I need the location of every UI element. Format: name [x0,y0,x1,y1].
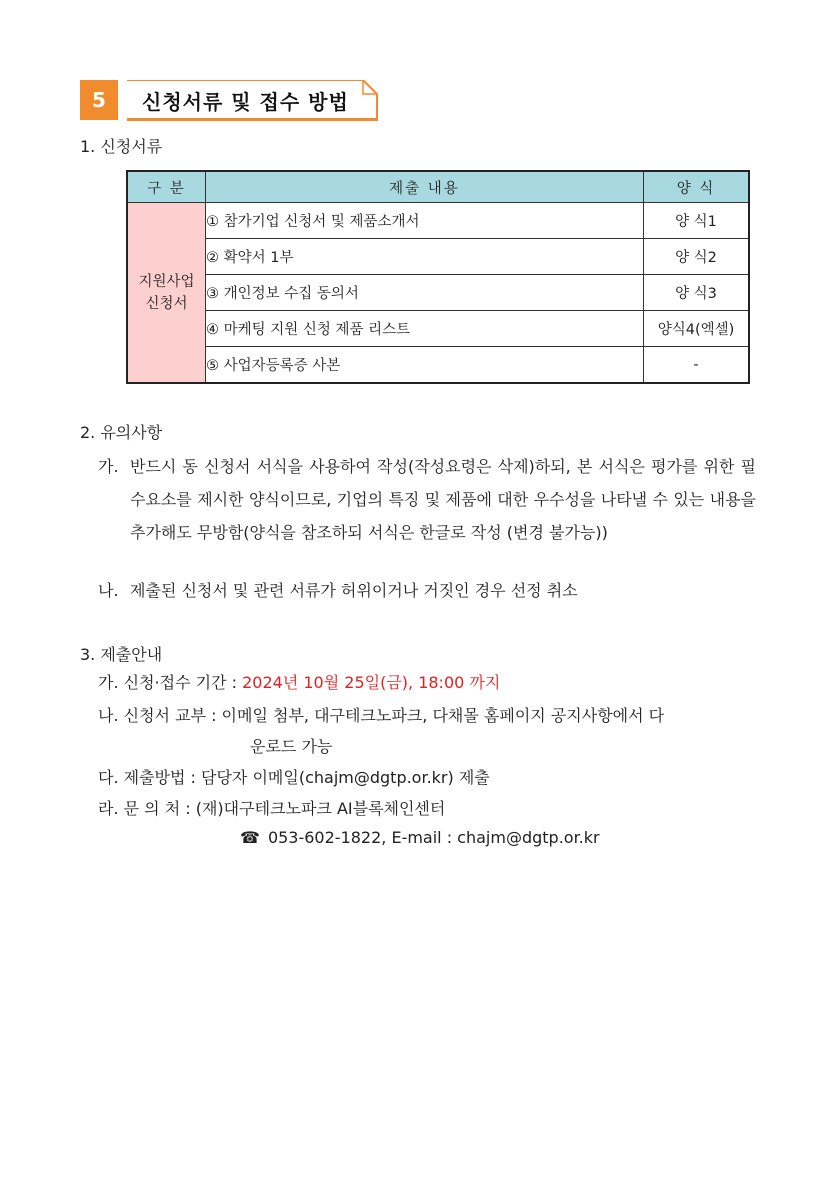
section-title-frame [80,80,382,124]
distribution-line-2: 운로드 가능 [250,737,333,756]
period-value: 2024년 10월 25일(금), 18:00 까지 [242,673,501,692]
phone-line [240,828,600,847]
form-cell: - [644,347,750,384]
item-cell: ④ 마케팅 지원 신청 제품 리스트 [206,311,644,347]
phone-icon: ☎ [240,828,260,847]
table-row [127,311,749,347]
heading-submission: 3. 제출안내 [80,645,163,664]
table-row [127,239,749,275]
table-header-row [127,171,749,203]
item-cell: ⑤ 사업자등록증 사본 [206,347,644,384]
distribution-line-1: 나. 신청서 교부 : 이메일 첨부, 대구테크노파크, 다채몰 홈페이지 공지사항에서 다 [98,706,665,725]
table-row [127,347,749,384]
submission-method: 다. 제출방법 : 담당자 이메일(chajm@dgtp.or.kr) 제출 [98,768,490,787]
item-cell: ② 확약서 1부 [206,239,644,275]
header-form: 양 식 [644,171,750,203]
note-marker-1: 가. [98,457,119,476]
form-cell: 양 식3 [644,275,750,311]
form-cell: 양식4(엑셀) [644,311,750,347]
section-number: 5 [80,80,118,120]
table-row [127,275,749,311]
section-title: 신청서류 및 접수 방법 [142,90,349,114]
heading-documents: 1. 신청서류 [80,137,163,156]
note-text-1: 반드시 동 신청서 서식을 사용하여 작성(작성요령은 삭제)하되, 본 서식은 평가를 위한 필수요소를 제시한 양식이므로, 기업의 특징 및 제품에 대한 우수성을 나타낼 수 있는 내용을 추가해도 무방함(양식을 참조하되 서식은 한글로 작성 (변경 불가능)) [130,457,756,542]
note-marker-2: 나. [98,581,119,600]
table-row [127,203,749,239]
group-cell: 지원사업 신청서 [127,203,206,384]
header-content: 제출 내용 [206,171,644,203]
item-cell: ③ 개인정보 수집 동의서 [206,275,644,311]
note-text-2: 제출된 신청서 및 관련 서류가 허위이거나 거짓인 경우 선정 취소 [130,581,578,600]
form-cell: 양 식2 [644,239,750,275]
item-cell: ① 참가기업 신청서 및 제품소개서 [206,203,644,239]
phone-email: 053-602-1822, E-mail : chajm@dgtp.or.kr [267,828,600,847]
form-cell: 양 식1 [644,203,750,239]
documents-table [126,170,750,384]
submission-period [98,670,500,693]
period-label: 가. 신청·접수 기간 : [98,673,243,692]
header-category: 구 분 [127,171,206,203]
contact-info: 라. 문 의 처 : (재)대구테크노파크 AI블록체인센터 [98,799,446,818]
heading-notes: 2. 유의사항 [80,423,163,442]
